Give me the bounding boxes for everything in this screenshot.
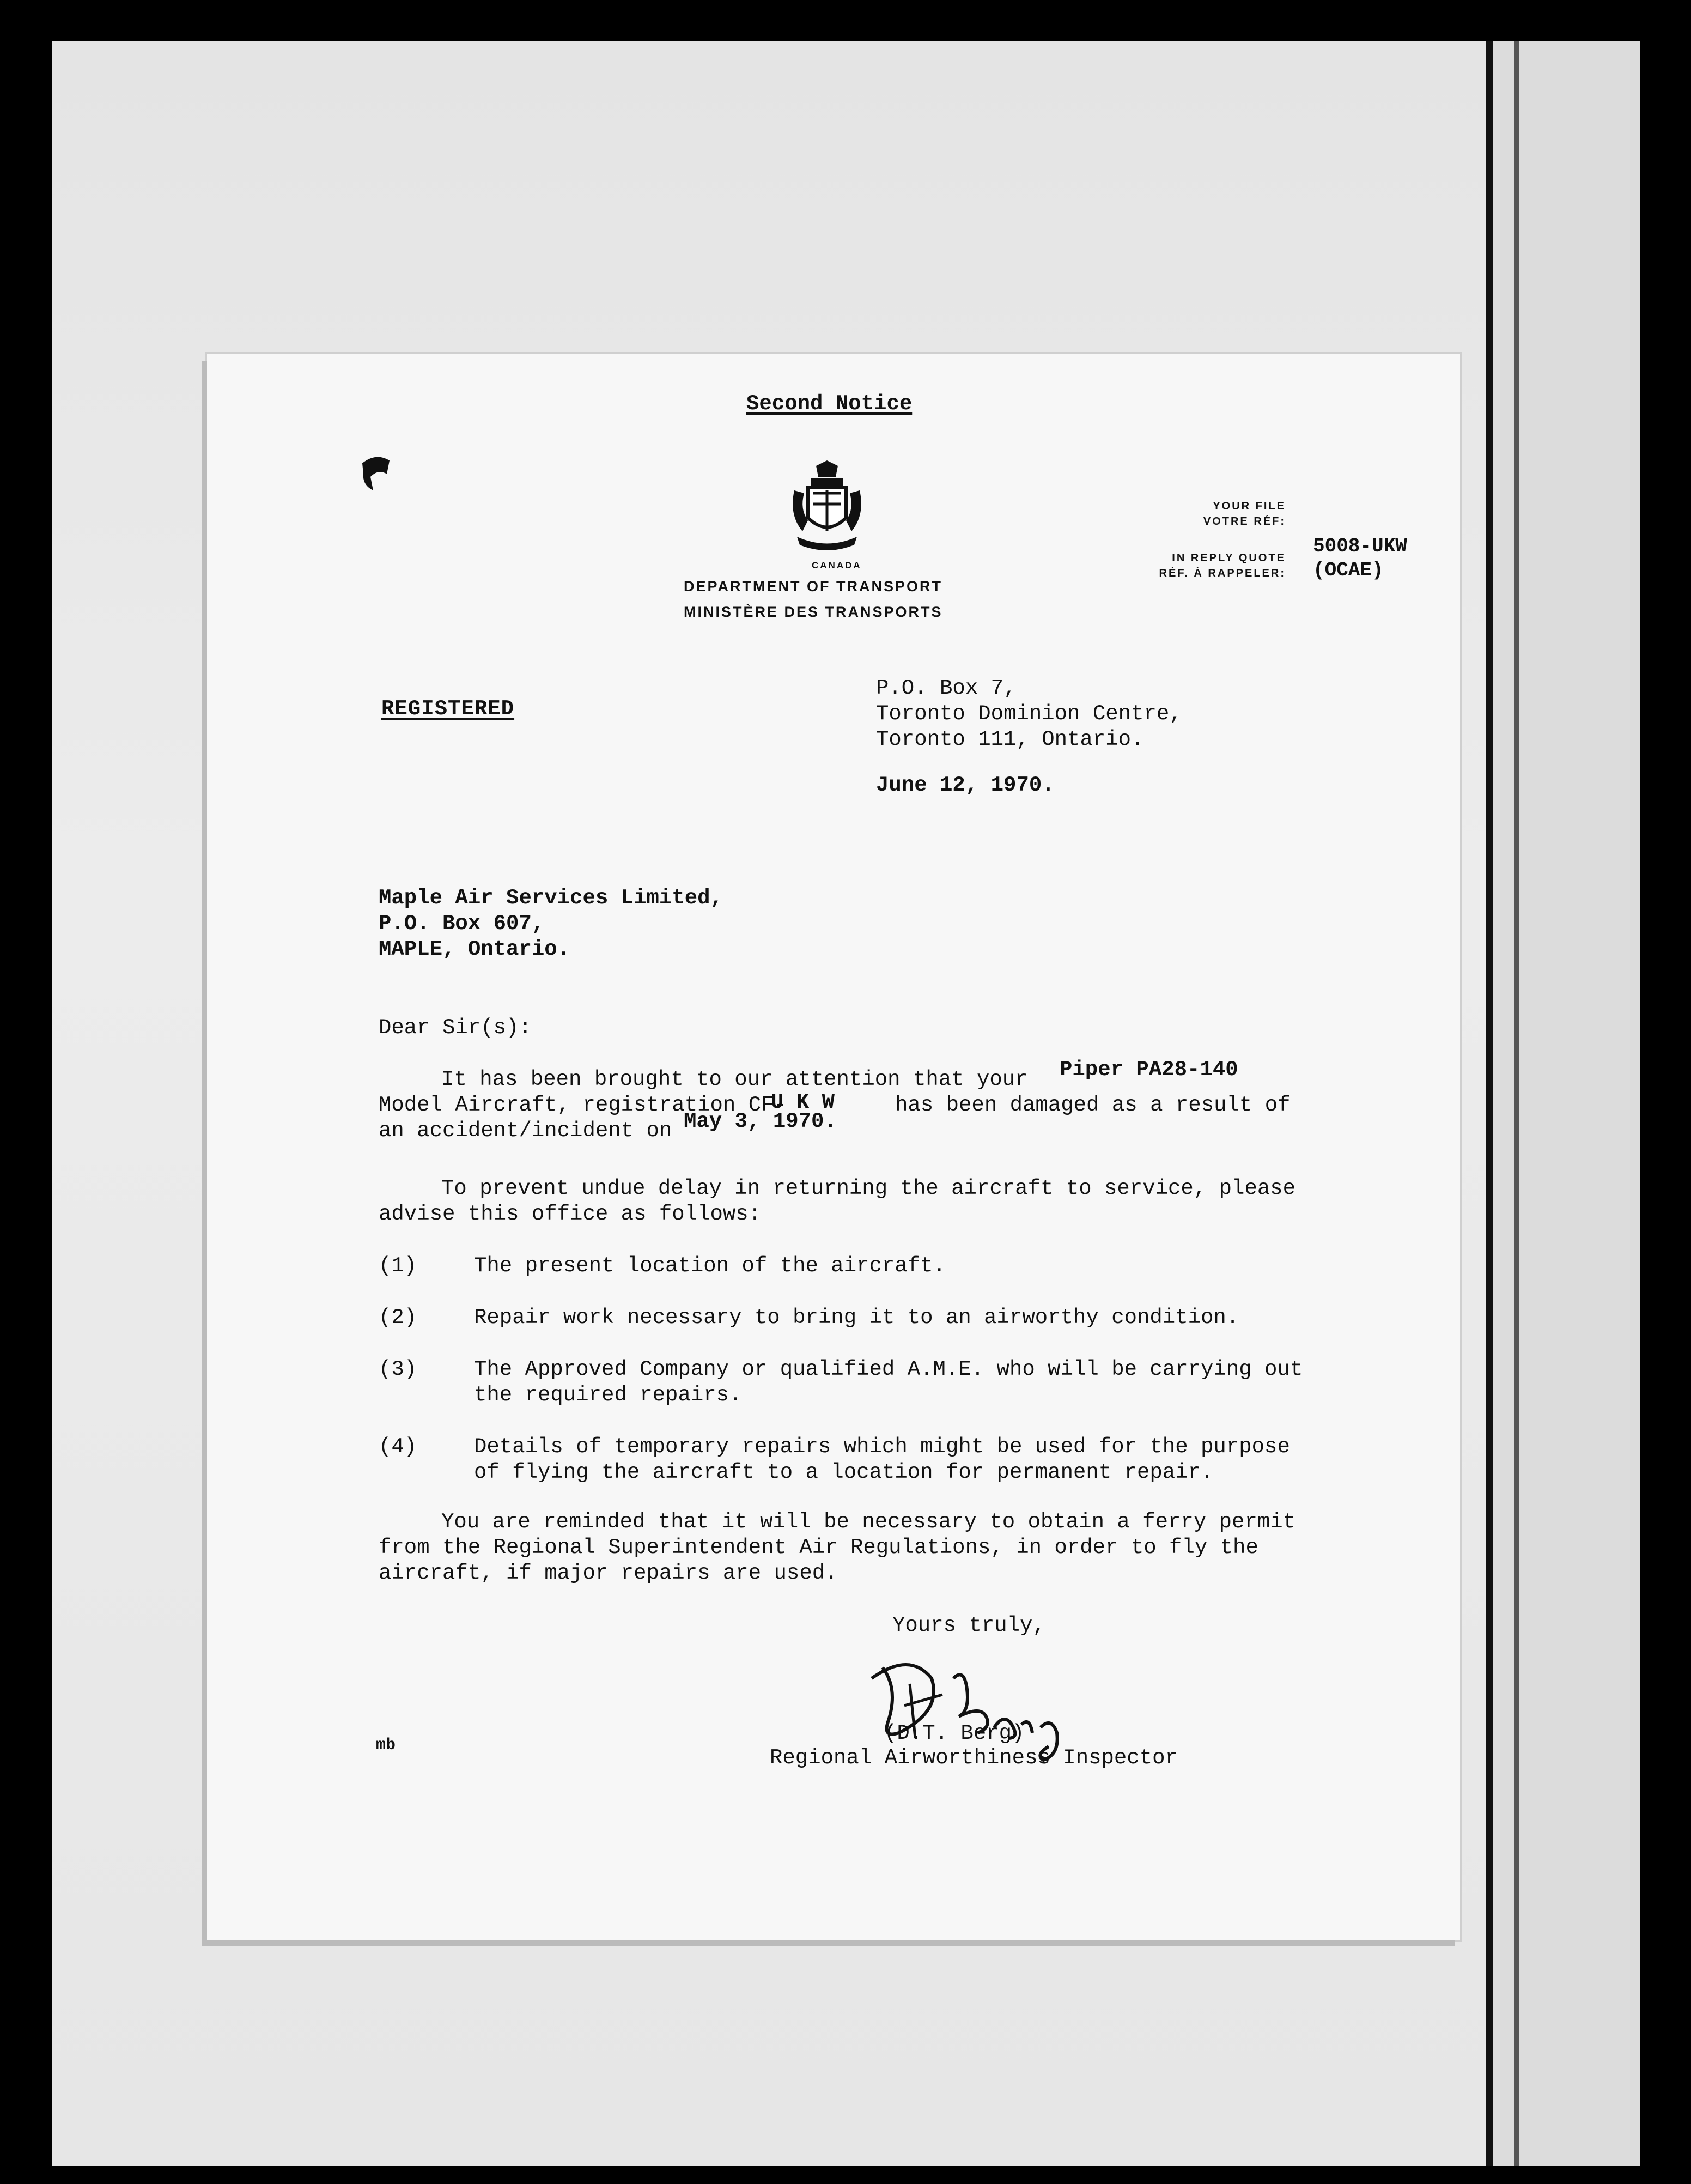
sender-address-line1: P.O. Box 7,	[876, 676, 1017, 700]
folder-fold-line	[1514, 41, 1519, 2166]
recipient-line2: P.O. Box 607,	[379, 912, 545, 936]
ref-file-number: 5008-UKW	[1313, 535, 1407, 557]
recipient-line3: MAPLE, Ontario.	[379, 937, 570, 961]
department-french: MINISTÈRE DES TRANSPORTS	[684, 604, 943, 620]
para2-line2: advise this office as follows:	[379, 1202, 762, 1226]
item-text: of flying the aircraft to a location for permanent repair.	[474, 1460, 1214, 1484]
notice-heading: Second Notice	[746, 392, 913, 416]
para2-line1: To prevent undue delay in returning the aircraft to service, please	[441, 1176, 1296, 1200]
letter-sheet	[207, 354, 1460, 1940]
registration-marks: U K W	[771, 1090, 835, 1114]
signer-name: (D.T. Berg)	[884, 1721, 1025, 1745]
letter-date: June 12, 1970.	[876, 773, 1055, 797]
ref-ocae: (OCAE)	[1313, 559, 1384, 581]
canada-crest-icon	[789, 460, 865, 559]
item-text: Repair work necessary to bring it to an airworthy condition.	[474, 1306, 1239, 1330]
item-text: Details of temporary repairs which might be used for the purpose	[474, 1435, 1290, 1459]
staple-mark	[357, 452, 395, 496]
ref-label-votre-ref: VOTRE RÉF:	[1203, 515, 1286, 527]
para1-line1: It has been brought to our attention that your	[441, 1067, 1028, 1091]
recipient-line1: Maple Air Services Limited,	[379, 886, 723, 910]
para1-line2: Model Aircraft, registration CF-	[379, 1093, 787, 1117]
para3-line3: aircraft, if major repairs are used.	[379, 1561, 838, 1585]
para3-line1: You are reminded that it will be necessary to obtain a ferry permit	[441, 1510, 1296, 1534]
salutation: Dear Sir(s):	[379, 1016, 532, 1040]
sender-address-line3: Toronto 111, Ontario.	[876, 727, 1144, 751]
ref-label-rappeler: RÉF. À RAPPELER:	[1159, 567, 1286, 579]
closing: Yours truly,	[892, 1613, 1045, 1637]
item-number: (1)	[379, 1254, 417, 1278]
department-english: DEPARTMENT OF TRANSPORT	[684, 578, 942, 594]
para3-line2: from the Regional Superintendent Air Regulations, in order to fly the	[379, 1536, 1258, 1560]
typist-initials: mb	[376, 1736, 396, 1755]
sender-address-line2: Toronto Dominion Centre,	[876, 702, 1182, 726]
incident-date: May 3, 1970.	[684, 1109, 837, 1133]
item-number: (3)	[379, 1357, 417, 1381]
item-text: the required repairs.	[474, 1383, 742, 1407]
item-number: (2)	[379, 1306, 417, 1330]
registered-stamp: REGISTERED	[381, 697, 515, 721]
aircraft-model: Piper PA28-140	[1060, 1058, 1238, 1082]
para1-line2-end: has been damaged as a result of	[895, 1093, 1291, 1117]
ref-label-reply-quote: IN REPLY QUOTE	[1172, 552, 1286, 564]
crest-label: CANADA	[812, 560, 862, 571]
item-text: The present location of the aircraft.	[474, 1254, 946, 1278]
ref-label-your-file: YOUR FILE	[1213, 500, 1286, 512]
item-number: (4)	[379, 1435, 417, 1459]
item-text: The Approved Company or qualified A.M.E. who will be carrying out	[474, 1357, 1303, 1381]
signer-title: Regional Airworthiness Inspector	[770, 1746, 1178, 1770]
para1-line3: an accident/incident on	[379, 1119, 672, 1143]
